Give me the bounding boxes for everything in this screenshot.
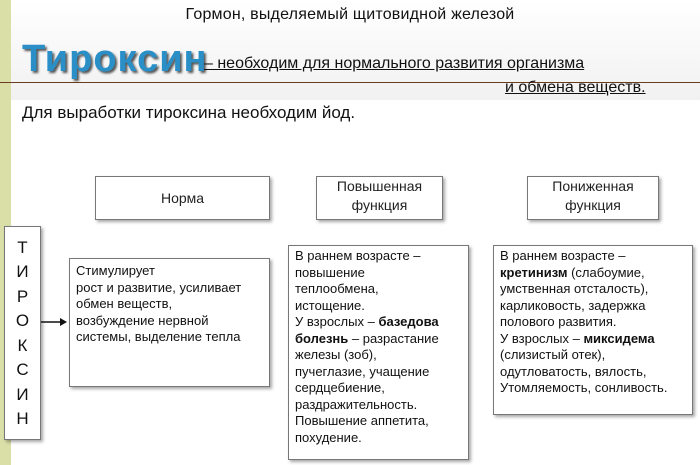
high-line: истощение. <box>295 297 365 313</box>
high-function-description <box>288 245 469 460</box>
norma-line: Стимулирует <box>76 263 155 278</box>
low-function-description <box>493 245 693 415</box>
vertical-letter: Т <box>17 237 28 257</box>
slide-subtitle: Гормон, выделяемый щитовидной железой <box>185 6 515 23</box>
low-line <box>500 331 686 348</box>
norma-description <box>69 258 270 387</box>
high-line <box>295 331 462 348</box>
norma-line: системы, выделение тепла <box>76 329 241 344</box>
iodine-note: Для выработки тироксина необходим йод. <box>22 103 356 122</box>
high-line: сердцебиение, <box>295 380 385 395</box>
arrow-icon <box>41 317 67 327</box>
vertical-letter: С <box>16 360 29 380</box>
high-adults-label: У взрослых – <box>295 314 379 329</box>
high-line: В раннем возрасте – <box>295 248 421 263</box>
norma-line: обмен веществ, <box>76 296 173 311</box>
low-line <box>500 265 686 282</box>
title-definition-line-2: и обмена веществ. <box>505 79 646 96</box>
myxedema-term: миксидема <box>583 330 655 346</box>
high-line: теплообмена, <box>295 281 379 296</box>
vertical-thyroxine-label <box>4 226 41 440</box>
title-definition-line-1: – необходим для нормального развития организма <box>204 55 585 72</box>
column-header-low-line-1: Пониженная <box>552 178 634 194</box>
vertical-letter: И <box>16 384 29 404</box>
basedow-term: базедова <box>378 314 439 329</box>
low-line: одутловатость, вялость, <box>500 363 647 379</box>
high-line: повышение <box>295 264 365 280</box>
high-line: похудение. <box>295 429 362 445</box>
low-line: (слизистый отек), <box>500 347 606 362</box>
high-line: раздражительность. <box>295 396 418 412</box>
norma-line: возбуждение нервной <box>76 312 209 328</box>
low-line: Утомляемость, сонливость. <box>500 380 668 395</box>
vertical-letter: О <box>15 311 30 331</box>
column-header-low-line-2: функция <box>565 197 621 213</box>
column-header-high-line-2: функция <box>351 197 408 213</box>
column-header-high <box>316 176 443 220</box>
slide-title: Тироксин <box>22 38 208 80</box>
low-line: полового развития. <box>500 314 617 329</box>
low-line: карликовость, задержка <box>500 297 646 313</box>
column-header-high-line-1: Повышенная <box>336 178 423 194</box>
high-line: железы (зоб), <box>295 347 377 362</box>
vertical-letter: К <box>17 335 28 355</box>
vertical-letter: И <box>16 262 29 282</box>
high-line: пучеглазие, учащение <box>295 363 430 379</box>
high-line-tail: – разрастание <box>348 330 439 346</box>
disease-term: болезнь <box>295 330 349 346</box>
vertical-letter: Р <box>16 286 29 306</box>
norma-line: рост и развитие, усиливает <box>76 279 242 295</box>
low-line-tail: (слабоумие, <box>567 264 645 280</box>
high-line: Повышение аппетита, <box>295 413 429 428</box>
low-line: В раннем возрасте – <box>500 248 626 263</box>
vertical-letter: Н <box>16 409 29 429</box>
column-header-norma-label: Норма <box>160 189 205 206</box>
column-header-low <box>527 176 659 220</box>
low-line: умственная отсталость), <box>500 281 649 296</box>
column-header-norma <box>95 176 270 220</box>
low-adults-label: У взрослых – <box>500 330 584 346</box>
cretinism-term: кретинизм <box>500 264 568 280</box>
high-line <box>295 314 462 331</box>
